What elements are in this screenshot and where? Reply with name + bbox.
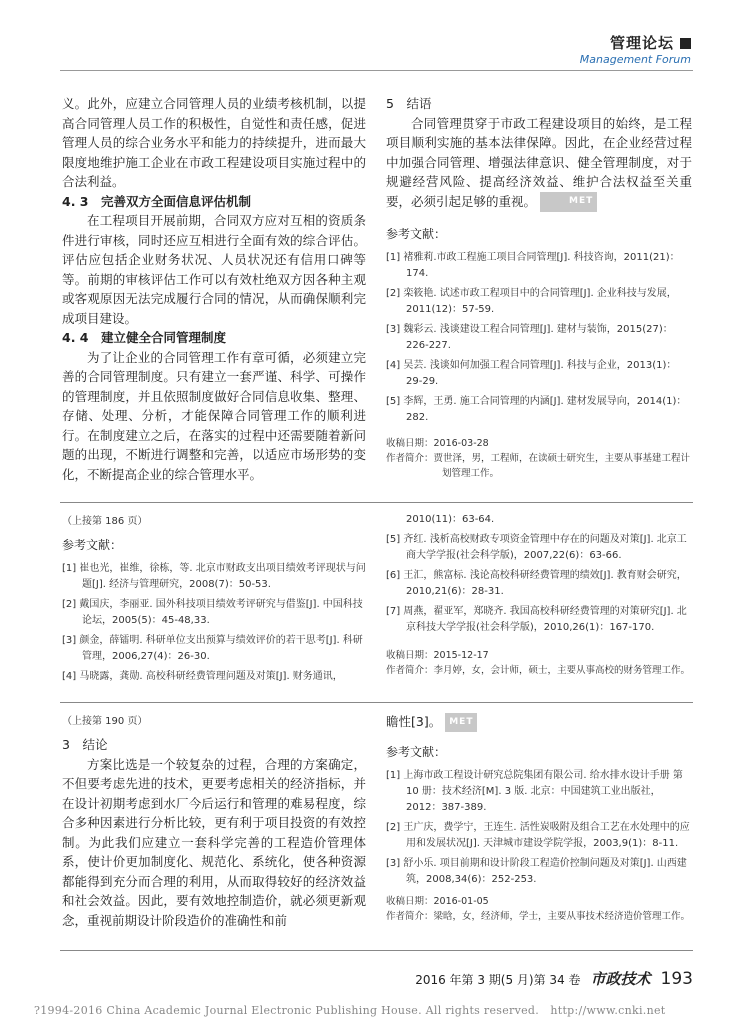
author-bio: 作者简介：李月婷，女，会计师，硕士，主要从事高校的财务管理工作。 [386,665,691,676]
references-title: 参考文献： [62,538,123,552]
article3-left-column [62,712,366,930]
met-end-mark: MET [445,713,477,733]
header-divider [60,70,693,71]
author-bio: 作者简介：梁晗，女，经济师，学士，主要从事技术经济造价管理工作。 [386,911,691,923]
journal-section-subtitle: Management Forum [579,53,691,66]
received-date: 收稿日期：2016-01-05 [386,896,489,908]
section-heading: 4. 3 完善双方全面信息评估机制 [62,193,251,209]
section-heading: 5 结语 [386,96,432,111]
met-end-mark: MET [540,192,597,212]
received-date: 收稿日期：2015-12-17 [386,650,489,661]
paragraph: 合同管理贯穿于市政工程建设项目的始终，是工程项目顺利实施的基本法律保障。因此，在企业经营过程中加强合同管理、增强法律意识、健全管理制度，对于规避经营风险、提高经济效益、维护合法权益至关重要，必须引起足够的重视。 MET [386,114,692,212]
issue-info: 2016 年第 3 期(5 月)第 34 卷 [415,973,581,987]
article2-left-column [62,512,366,689]
reference-item: [1] 上海市政工程设计研究总院集团有限公司. 给水排水设计手册 第 10 册：技术经济[M]. 3 版. 北京：中国建筑工业出版社，2012：387-389. [386,770,683,814]
reference-item: [4] 马晓露，龚勋. 高校科研经费管理问题及对策[J]. 财务通讯， [62,671,343,682]
copyright-notice: ?1994-2016 China Academic Journal Electronic Publishing House. All rights reserved. http://www.cnki.net [34,1004,666,1017]
reference-item: [2] 栾筱艳. 试述市政工程项目中的合同管理[J]. 企业科技与发展，2011(12)：57-59. [386,287,677,315]
paragraph: 方案比选是一个较复杂的过程，合理的方案确定，不但要考虑先进的技术，更要考虑相关的经济指标，并在设计初期考虑到水厂今后运行和管理的难易程度，综合多种因素进行分析比较，更有利于项目投资的有效控制。为此我们应建立一套科学完善的工程造价管理体系，使计价更加制度化、规范化、系统化，使各种资源都能得到充分而合理的利用，从而取得较好的经济效益和社会效益。因此，要有效地控制造价，就必须更新观念，重视前期设计阶段造价的准确性和前 [62,756,366,928]
reference-item: [4] 吴芸. 浅谈如何加强工程合同管理[J]. 科技与企业，2013(1)：29-29. [386,359,677,387]
reference-item: [5] 齐红. 浅析高校财政专项资金管理中存在的问题及对策[J]. 北京工商大学学报(社会科学版)，2007,22(6)：63-66. [386,534,687,561]
article2-right-column [386,512,692,678]
section-square-icon [680,38,691,49]
author-bio: 作者简介：贾世泽，男，工程师，在读硕士研究生，主要从事基建工程计划管理工作。 [386,452,691,479]
paragraph: 义。此外，应建立合同管理人员的业绩考核机制，以提高合同管理人员工作的积极性，自觉性和责任感，促进管理人员的综合业务水平和能力的持续提升，进而最大限度地维护施工企业在市政工程建设项目实施过程中的合法利益。 [62,96,366,189]
journal-section-title: 管理论坛 [610,32,691,53]
section-heading: 4. 4 建立健全合同管理制度 [62,330,226,345]
section-heading: 3 结论 [62,737,108,752]
reference-item: [3] 魏彩云. 浅谈建设工程合同管理[J]. 建材与装饰，2015(27)：226-227. [386,323,673,351]
article-divider [60,502,693,503]
article1-left-column [62,94,366,484]
article-divider [60,702,693,703]
journal-name: 市政技术 [590,970,651,988]
reference-item: [1] 崔也光，崔维，徐栋，等. 北京市财政支出项目绩效考评现状与问题[J]. 经济与管理研究，2008(7)：50-53. [62,563,366,590]
paragraph: 在工程项目开展前期，合同双方应对互相的资质条件进行审核，同时还应互相进行全面有效的综合评估。评估应包括企业财务状况、人员状况还有信用口碑等等。前期的审核评估工作可以有效杜绝双方因各种主观或客观原因无法完成履行合同的情况，从而确保顺利完成项目建设。 [62,213,366,326]
references-title: 参考文献： [386,745,447,760]
reference-continuation: 2010(11)：63-64. [406,514,495,525]
reference-item: [3] 舒小乐. 项目前期和设计阶段工程造价控制问题及对策[J]. 山西建筑，2008,34(6)：252-253. [386,858,687,886]
references-title: 参考文献： [386,226,447,241]
received-date: 收稿日期：2016-03-28 [386,437,489,449]
reference-item: [2] 王广庆，费学宁，王连生. 活性炭吸附及组合工艺在水处理中的应用和发展状况[J]. 天津城市建设学院学报，2003,9(1)：8-11. [386,822,690,850]
paragraph: 瞻性[3]。 MET [386,712,692,732]
page-footer [415,968,693,989]
reference-item: [3] 颜金，薛镭明. 科研单位支出预算与绩效评价的若干思考[J]. 科研管理，2006,27(4)：26-30. [62,635,363,662]
article1-right-column [386,94,692,481]
reference-item: [6] 王汇，熊富标. 浅论高校科研经费管理的绩效[J]. 教育财会研究，2010,21(6)：28-31. [386,570,687,597]
footer-divider [60,950,693,951]
reference-item: [7] 周燕，翟亚军，郑晓齐. 我国高校科研经费管理的对策研究[J]. 北京科技大学学报(社会科学版)，2010,26(1)：167-170. [386,606,687,633]
continued-note: （上接第 190 页） [62,716,148,727]
article3-right-column [386,712,692,924]
page-number: 193 [660,969,693,989]
paragraph: 为了让企业的合同管理工作有章可循，必须建立完善的合同管理制度。只有建立一套严谨、科学、可操作的管理制度，并且依照制度做好合同信息收集、整理、存储、处理、分析，才能保障合同管理工作的顺利进行。在制度建立之后，在落实的过程中还需要随着新问题的出现，不断进行调整和完善，以适应市场形势的变化，不断提高企业的综合管理水平。 [62,349,366,482]
reference-item: [1] 褚雅莉.市政工程施工项目合同管理[J]. 科技咨询，2011(21)：174. [386,251,680,279]
reference-item: [2] 戴国庆，李丽亚. 国外科技项目绩效考评研究与借鉴[J]. 中国科技论坛，2005(5)：45-48,33. [62,599,363,626]
continued-note: （上接第 186 页） [62,516,148,527]
reference-item: [5] 李辉，王勇. 施工合同管理的内涵[J]. 建材发展导向，2014(1)：282. [386,395,687,423]
